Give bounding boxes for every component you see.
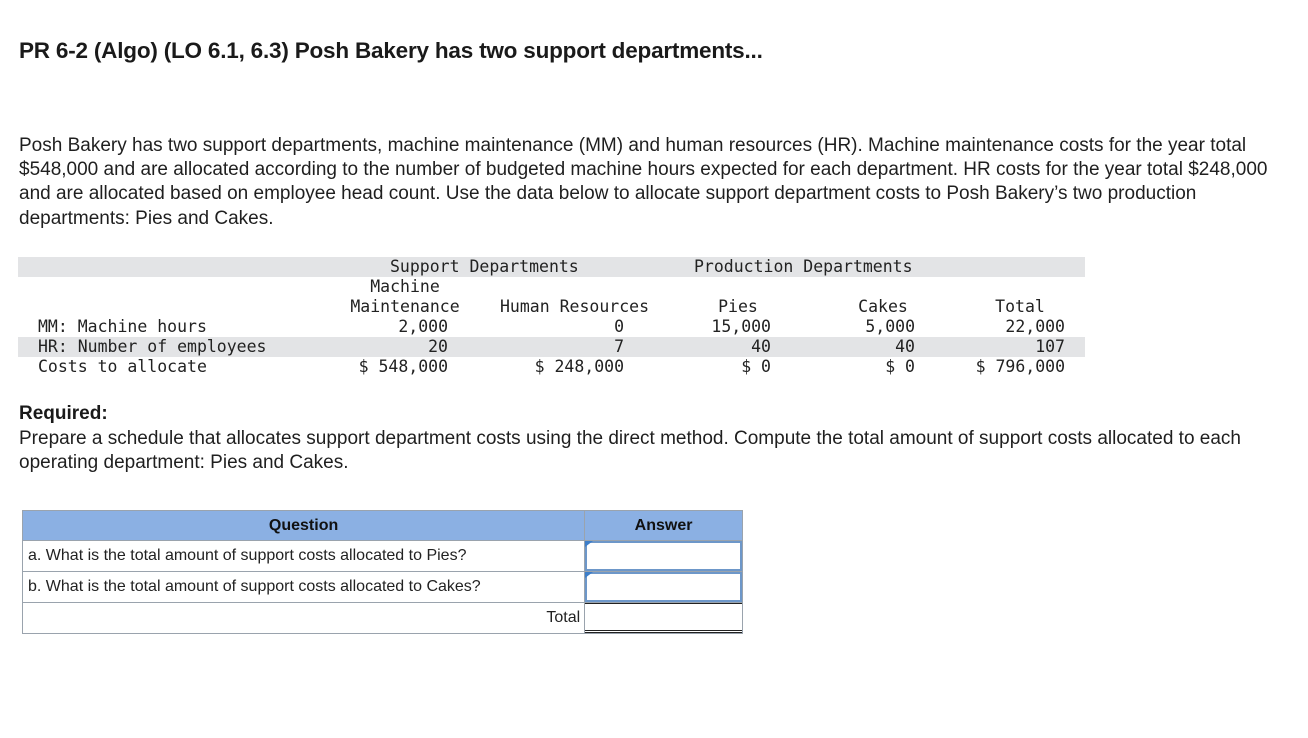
answer-b-cell xyxy=(585,572,743,603)
col-header-pies: Pies xyxy=(718,297,758,316)
table-row xyxy=(23,572,743,603)
row-label: MM: Machine hours xyxy=(38,317,207,336)
problem-description: Posh Bakery has two support departments, machine maintenance (MM) and human resources (HR). Machine maintenance costs for the year total $548,000 and are allocated according to the number of budgeted machine hours expected for each department. HR costs for the year total $248,000 and are allocated based on employee head count. Use the data below to allocate support department costs to Posh Bakery’s two production departments: Pies and Cakes. xyxy=(19,135,1268,229)
required-heading: Required: xyxy=(19,403,108,424)
total-label: Total xyxy=(23,603,585,634)
required-instructions: Prepare a schedule that allocates support department costs using the direct method. Compute the total amount of support costs allocated to each operating department: Pies and Cakes. xyxy=(19,428,1241,474)
cell-mm: 2,000 xyxy=(398,317,448,336)
cell-pies: $ 0 xyxy=(741,357,771,376)
cell-hr: $ 248,000 xyxy=(534,357,624,376)
col-header-hr: Human Resources xyxy=(500,297,650,316)
answer-a-input[interactable] xyxy=(585,541,742,571)
answer-column-header: Answer xyxy=(585,511,743,541)
answer-b-input[interactable] xyxy=(585,572,742,602)
question-a-text: a. What is the total amount of support costs allocated to Pies? xyxy=(23,541,585,572)
page-title: PR 6-2 (Algo) (LO 6.1, 6.3) Posh Bakery has two support departments... xyxy=(19,38,763,63)
cell-total: 107 xyxy=(1035,337,1065,356)
cell-cakes: 40 xyxy=(895,337,915,356)
row-label: HR: Number of employees xyxy=(38,337,267,356)
flag-icon xyxy=(585,541,593,553)
table-row xyxy=(23,541,743,572)
cell-hr: 7 xyxy=(614,337,624,356)
cell-mm: 20 xyxy=(428,337,448,356)
group-header-support: Support Departments xyxy=(390,257,579,276)
flag-icon xyxy=(585,572,593,584)
cost-data-table xyxy=(18,257,1085,377)
question-answer-table xyxy=(22,510,743,634)
qa-header-row xyxy=(23,511,743,541)
total-answer-field xyxy=(585,603,742,633)
total-row xyxy=(23,603,743,634)
cell-hr: 0 xyxy=(614,317,624,336)
cell-pies: 15,000 xyxy=(711,317,771,336)
col-header-total: Total xyxy=(995,297,1045,316)
total-answer-cell xyxy=(585,603,743,634)
col-header-mm-line2: Maintenance xyxy=(350,297,460,316)
cell-cakes: $ 0 xyxy=(885,357,915,376)
question-column-header: Question xyxy=(23,511,585,541)
cell-cakes: 5,000 xyxy=(865,317,915,336)
answer-a-cell xyxy=(585,541,743,572)
col-header-cakes: Cakes xyxy=(858,297,908,316)
col-header-mm-line1: Machine xyxy=(370,277,440,296)
question-b-text: b. What is the total amount of support costs allocated to Cakes? xyxy=(23,572,585,603)
group-header-production: Production Departments xyxy=(694,257,913,276)
cell-pies: 40 xyxy=(751,337,771,356)
cell-mm: $ 548,000 xyxy=(358,357,448,376)
cell-total: 22,000 xyxy=(1005,317,1065,336)
row-label: Costs to allocate xyxy=(38,357,207,376)
cell-total: $ 796,000 xyxy=(975,357,1065,376)
